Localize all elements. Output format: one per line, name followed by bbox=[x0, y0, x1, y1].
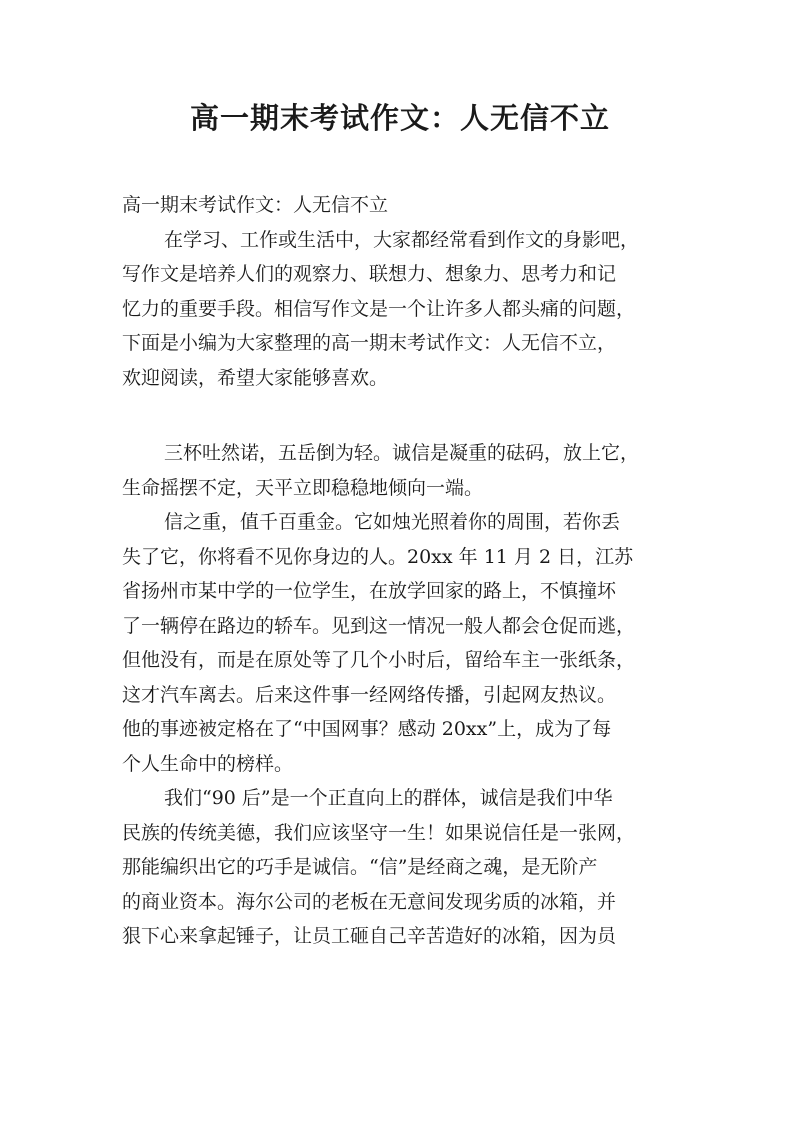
paragraph-quote bbox=[122, 436, 682, 505]
document-body bbox=[122, 188, 682, 954]
text-line: 那能编织出它的巧手是诚信。“信”是经商之魂，是无阶产 bbox=[122, 856, 598, 878]
text-line: 狠下心来拿起锤子，让员工砸自己辛苦造好的冰箱，因为员 bbox=[122, 925, 617, 947]
paragraph-gap bbox=[122, 395, 682, 436]
text-line: 写作文是培养人们的观察力、联想力、想象力、思考力和记 bbox=[122, 263, 617, 285]
text-line: 但他没有，而是在原处等了几个小时后，留给车主一张纸条， bbox=[122, 649, 636, 671]
text-line: 忆力的重要手段。相信写作文是一个让许多人都头痛的问题， bbox=[122, 297, 636, 320]
document-title: 高一期末考试作文：人无信不立 bbox=[189, 101, 610, 135]
text-line: 了一辆停在路边的轿车。见到这一情况一般人都会仓促而逃， bbox=[122, 614, 636, 637]
text-line: 我们“90 后”是一个正直向上的群体，诚信是我们中华 bbox=[164, 787, 613, 809]
text-line: 省扬州市某中学的一位学生，在放学回家的路上，不慎撞坏 bbox=[122, 580, 617, 602]
text-line: 失了它，你将看不见你身边的人。20xx 年 11 月 2 日，江苏 bbox=[122, 545, 634, 568]
paragraph-story bbox=[122, 505, 682, 781]
text-line: 在学习、工作或生活中，大家都经常看到作文的身影吧， bbox=[164, 228, 640, 251]
paragraph-intro bbox=[122, 223, 682, 396]
text-line: 信之重，值千百重金。它如烛光照着你的周围，若你丢 bbox=[164, 511, 621, 533]
text-line: 三杯吐然诺，五岳倒为轻。诚信是凝重的砝码，放上它， bbox=[164, 442, 640, 464]
text-line: 的商业资本。海尔公司的老板在无意间发现劣质的冰箱，并 bbox=[122, 890, 617, 913]
document-subtitle: 高一期末考试作文：人无信不立 bbox=[122, 194, 389, 216]
text-line: 民族的传统美德，我们应该坚守一生！如果说信任是一张网， bbox=[122, 821, 636, 844]
text-line: 这才汽车离去。后来这件事一经网络传播，引起网友热议。 bbox=[122, 683, 617, 706]
text-line: 生命摇摆不定，天平立即稳稳地倾向一端。 bbox=[122, 476, 484, 499]
paragraph-generation bbox=[122, 781, 682, 954]
text-line: 下面是小编为大家整理的高一期末考试作文：人无信不立， bbox=[122, 332, 617, 354]
text-line: 欢迎阅读，希望大家能够喜欢。 bbox=[122, 366, 389, 389]
text-line: 个人生命中的榜样。 bbox=[122, 752, 294, 775]
text-line: 他的事迹被定格在了“中国网事？感动 20xx”上，成为了每 bbox=[122, 718, 612, 740]
